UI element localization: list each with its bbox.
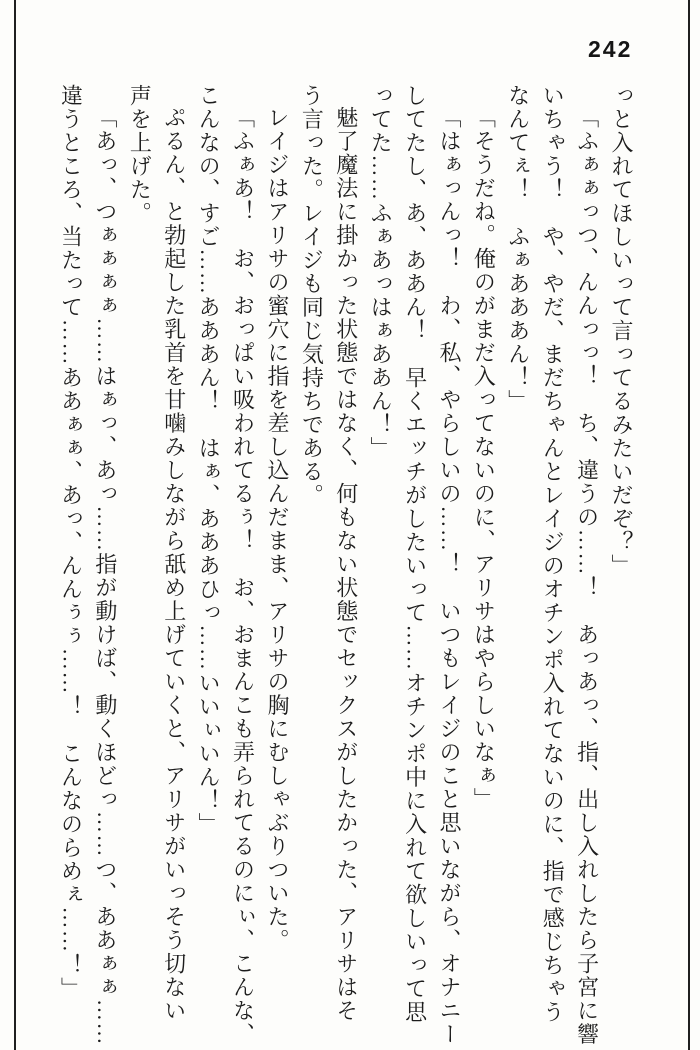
text-column-7: してたし、あ、ああん！ 早くエッチがしたいって……オチンポ中に入れて欲しいって思: [402, 84, 428, 1024]
text-column-11: レイジはアリサの蜜穴に指を差し込んだまま、アリサの胸にむしゃぶりついた。: [264, 106, 290, 952]
text-column-13: こんなの、すご……あああん！ はぁ、あああひっ……いいぃいん！」: [196, 84, 222, 836]
text-column-16: 「あっ、つぁぁぁぁ……はぁっ、あっ……指が動けば、動くほどっ……つ、ああぁぁ……: [92, 106, 118, 1046]
text-column-8: ってた……ふぁあっはぁああん！」: [368, 84, 394, 460]
page-right-edge-line: [688, 0, 690, 1050]
text-column-17: 違うところ、当たって……ああぁぁ、あっ、んんぅぅ……！ こんなのらめぇ……！」: [58, 84, 84, 1001]
text-column-2: 「ふぁぁっつ、んんっっ！ ち、違うの……！ あっあっ、指、出し入れしたら子宮に響: [574, 106, 600, 1046]
vertical-text-area: [53, 84, 638, 1046]
text-column-1: っと入れてほしいって言ってるみたいだぞ？」: [609, 84, 634, 578]
text-column-10: う言った。レイジも同じ気持ちである。: [299, 84, 325, 507]
text-column-4: なんてぇ！ ふぁあああん！」: [505, 84, 531, 413]
text-column-6: 「はぁっんっ！ わ、私、やらしいの……！ いつもレイジのこと思いながら、オナニー: [436, 106, 462, 1046]
text-column-12: 「ふぁあ！ お、おっぱい吸われてるぅ！ お、おまんこも弄られてるのにぃ、こんな、: [230, 106, 256, 1046]
text-column-15: 声を上げた。: [127, 84, 153, 225]
page-left-edge-line: [14, 0, 16, 1050]
text-column-3: いちゃう！ や、やだ、まだちゃんとレイジのオチンポ入れてないのに、指で感じちゃう: [540, 84, 566, 1024]
text-column-14: ぷるん、と勃起した乳首を甘噛みしながら舐め上げていくと、アリサがいっそう切ない: [161, 106, 187, 1023]
page-number: 242: [588, 36, 633, 62]
text-column-5: 「そうだね。俺のがまだ入ってないのに、アリサはやらしいなぁ」: [471, 106, 497, 811]
text-column-9: 魅了魔法に掛かった状態ではなく、何もない状態でセックスがしたかった、アリサはそ: [333, 106, 359, 1023]
